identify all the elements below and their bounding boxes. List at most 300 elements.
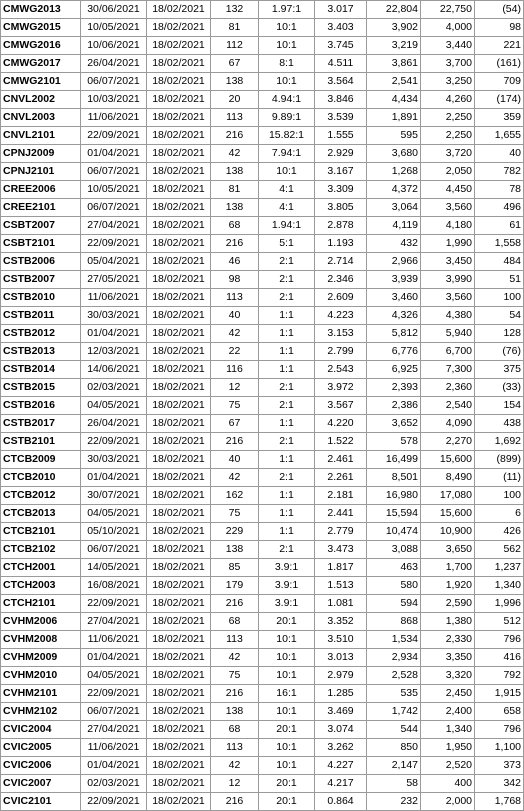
table-row [1, 1, 524, 19]
cell-maturity-date: 30/07/2021 [81, 487, 147, 505]
cell-col8: 2,400 [421, 703, 475, 721]
cell-maturity-date: 01/04/2021 [81, 757, 147, 775]
table-row [1, 433, 524, 451]
cell-col6: 4.227 [315, 757, 367, 775]
cell-trade-date: 18/02/2021 [147, 343, 211, 361]
cell-maturity-date: 02/03/2021 [81, 379, 147, 397]
cell-trade-date: 18/02/2021 [147, 19, 211, 37]
cell-conversion-ratio: 1.94:1 [259, 217, 315, 235]
cell-col7: 4,372 [367, 181, 421, 199]
cell-days-remaining: 85 [211, 559, 259, 577]
table-row [1, 199, 524, 217]
cell-col7: 3,460 [367, 289, 421, 307]
cell-trade-date: 18/02/2021 [147, 37, 211, 55]
cell-days-remaining: 216 [211, 793, 259, 811]
table-row [1, 289, 524, 307]
cell-days-remaining: 20 [211, 91, 259, 109]
cell-maturity-date: 11/06/2021 [81, 109, 147, 127]
cell-col6: 2.461 [315, 451, 367, 469]
cell-col7: 6,776 [367, 343, 421, 361]
cell-maturity-date: 27/05/2021 [81, 271, 147, 289]
table-row [1, 721, 524, 739]
cell-col6: 2.929 [315, 145, 367, 163]
cell-col9: (161) [475, 55, 524, 73]
table-row [1, 631, 524, 649]
cell-conversion-ratio: 7.94:1 [259, 145, 315, 163]
cell-days-remaining: 138 [211, 199, 259, 217]
cell-col6: 1.522 [315, 433, 367, 451]
cell-col6: 3.473 [315, 541, 367, 559]
cell-col6: 3.510 [315, 631, 367, 649]
table-row [1, 739, 524, 757]
cell-col9: 496 [475, 199, 524, 217]
table-row [1, 271, 524, 289]
cell-days-remaining: 216 [211, 127, 259, 145]
cell-code: CSTB2006 [1, 253, 81, 271]
cell-conversion-ratio: 10:1 [259, 757, 315, 775]
cell-code: CVHM2009 [1, 649, 81, 667]
table-row [1, 613, 524, 631]
cell-col8: 5,940 [421, 325, 475, 343]
cell-code: CTCB2012 [1, 487, 81, 505]
cell-maturity-date: 04/05/2021 [81, 397, 147, 415]
cell-conversion-ratio: 1:1 [259, 451, 315, 469]
cell-maturity-date: 22/09/2021 [81, 235, 147, 253]
cell-days-remaining: 75 [211, 667, 259, 685]
cell-col7: 8,501 [367, 469, 421, 487]
cell-days-remaining: 162 [211, 487, 259, 505]
cell-col9: 416 [475, 649, 524, 667]
cell-maturity-date: 06/07/2021 [81, 541, 147, 559]
cell-col8: 3,990 [421, 271, 475, 289]
table-row [1, 505, 524, 523]
cell-trade-date: 18/02/2021 [147, 289, 211, 307]
cell-trade-date: 18/02/2021 [147, 577, 211, 595]
cell-code: CVIC2006 [1, 757, 81, 775]
cell-conversion-ratio: 2:1 [259, 379, 315, 397]
cell-col6: 1.285 [315, 685, 367, 703]
cell-trade-date: 18/02/2021 [147, 631, 211, 649]
cell-conversion-ratio: 20:1 [259, 721, 315, 739]
cell-col9: 128 [475, 325, 524, 343]
table-row [1, 253, 524, 271]
cell-conversion-ratio: 20:1 [259, 793, 315, 811]
cell-conversion-ratio: 1:1 [259, 523, 315, 541]
table-row [1, 793, 524, 811]
cell-col8: 3,350 [421, 649, 475, 667]
cell-code: CTCB2013 [1, 505, 81, 523]
cell-maturity-date: 22/09/2021 [81, 127, 147, 145]
cell-col7: 58 [367, 775, 421, 793]
cell-code: CTCB2101 [1, 523, 81, 541]
cell-conversion-ratio: 2:1 [259, 253, 315, 271]
cell-col9: 54 [475, 307, 524, 325]
cell-col9: 1,340 [475, 577, 524, 595]
cell-days-remaining: 68 [211, 613, 259, 631]
cell-col8: 3,720 [421, 145, 475, 163]
cell-conversion-ratio: 3.9:1 [259, 577, 315, 595]
cell-trade-date: 18/02/2021 [147, 379, 211, 397]
cell-code: CREE2101 [1, 199, 81, 217]
cell-days-remaining: 216 [211, 433, 259, 451]
cell-col8: 7,300 [421, 361, 475, 379]
cell-trade-date: 18/02/2021 [147, 451, 211, 469]
cell-col7: 3,861 [367, 55, 421, 73]
cell-code: CPNJ2101 [1, 163, 81, 181]
cell-conversion-ratio: 4:1 [259, 199, 315, 217]
cell-trade-date: 18/02/2021 [147, 505, 211, 523]
cell-col8: 1,990 [421, 235, 475, 253]
cell-code: CTCB2009 [1, 451, 81, 469]
cell-col6: 2.181 [315, 487, 367, 505]
table-row [1, 685, 524, 703]
cell-col9: 1,558 [475, 235, 524, 253]
table-row [1, 541, 524, 559]
cell-code: CTCH2101 [1, 595, 81, 613]
cell-col8: 4,090 [421, 415, 475, 433]
cell-col8: 1,380 [421, 613, 475, 631]
cell-col9: (11) [475, 469, 524, 487]
cell-col6: 1.081 [315, 595, 367, 613]
table-row [1, 595, 524, 613]
cell-code: CMWG2101 [1, 73, 81, 91]
cell-col9: 512 [475, 613, 524, 631]
table-row [1, 451, 524, 469]
cell-days-remaining: 138 [211, 73, 259, 91]
cell-days-remaining: 216 [211, 685, 259, 703]
cell-maturity-date: 26/04/2021 [81, 55, 147, 73]
table-row [1, 325, 524, 343]
cell-maturity-date: 04/05/2021 [81, 505, 147, 523]
cell-col9: 100 [475, 289, 524, 307]
cell-col9: 1,996 [475, 595, 524, 613]
cell-code: CSTB2016 [1, 397, 81, 415]
cell-conversion-ratio: 3.9:1 [259, 595, 315, 613]
cell-code: CVHM2006 [1, 613, 81, 631]
table-row [1, 667, 524, 685]
cell-col9: 221 [475, 37, 524, 55]
cell-code: CMWG2015 [1, 19, 81, 37]
cell-col6: 1.513 [315, 577, 367, 595]
table-row [1, 55, 524, 73]
cell-col9: 373 [475, 757, 524, 775]
table-row [1, 307, 524, 325]
cell-maturity-date: 10/03/2021 [81, 91, 147, 109]
cell-days-remaining: 75 [211, 397, 259, 415]
cell-maturity-date: 06/07/2021 [81, 703, 147, 721]
cell-trade-date: 18/02/2021 [147, 541, 211, 559]
cell-maturity-date: 06/07/2021 [81, 163, 147, 181]
cell-col9: 6 [475, 505, 524, 523]
cell-col7: 2,393 [367, 379, 421, 397]
cell-col6: 3.167 [315, 163, 367, 181]
cell-col8: 2,520 [421, 757, 475, 775]
cell-col6: 3.972 [315, 379, 367, 397]
table-row [1, 703, 524, 721]
cell-trade-date: 18/02/2021 [147, 91, 211, 109]
cell-col6: 3.564 [315, 73, 367, 91]
cell-col9: 1,915 [475, 685, 524, 703]
cell-days-remaining: 81 [211, 181, 259, 199]
cell-days-remaining: 12 [211, 775, 259, 793]
cell-conversion-ratio: 2:1 [259, 271, 315, 289]
cell-col9: 658 [475, 703, 524, 721]
cell-conversion-ratio: 2:1 [259, 397, 315, 415]
cell-maturity-date: 16/08/2021 [81, 577, 147, 595]
cell-code: CNVL2002 [1, 91, 81, 109]
cell-days-remaining: 113 [211, 109, 259, 127]
cell-trade-date: 18/02/2021 [147, 127, 211, 145]
cell-conversion-ratio: 10:1 [259, 631, 315, 649]
cell-col7: 3,652 [367, 415, 421, 433]
cell-col7: 463 [367, 559, 421, 577]
cell-col6: 0.864 [315, 793, 367, 811]
cell-maturity-date: 30/03/2021 [81, 451, 147, 469]
cell-col7: 595 [367, 127, 421, 145]
cell-col6: 2.261 [315, 469, 367, 487]
cell-col9: 100 [475, 487, 524, 505]
cell-col8: 17,080 [421, 487, 475, 505]
cell-trade-date: 18/02/2021 [147, 721, 211, 739]
cell-conversion-ratio: 20:1 [259, 775, 315, 793]
cell-col7: 22,804 [367, 1, 421, 19]
cell-trade-date: 18/02/2021 [147, 649, 211, 667]
cell-col7: 16,980 [367, 487, 421, 505]
cell-conversion-ratio: 10:1 [259, 163, 315, 181]
cell-code: CSTB2011 [1, 307, 81, 325]
table-row [1, 469, 524, 487]
cell-col9: 1,692 [475, 433, 524, 451]
cell-trade-date: 18/02/2021 [147, 703, 211, 721]
cell-maturity-date: 02/03/2021 [81, 775, 147, 793]
cell-days-remaining: 98 [211, 271, 259, 289]
cell-col6: 3.567 [315, 397, 367, 415]
cell-trade-date: 18/02/2021 [147, 595, 211, 613]
cell-trade-date: 18/02/2021 [147, 235, 211, 253]
cell-col9: 78 [475, 181, 524, 199]
cell-col8: 2,450 [421, 685, 475, 703]
cell-col8: 3,560 [421, 199, 475, 217]
cell-col7: 2,528 [367, 667, 421, 685]
cell-code: CSTB2007 [1, 271, 81, 289]
cell-maturity-date: 22/09/2021 [81, 793, 147, 811]
cell-code: CSBT2101 [1, 235, 81, 253]
cell-trade-date: 18/02/2021 [147, 73, 211, 91]
cell-col7: 3,939 [367, 271, 421, 289]
cell-code: CTCB2010 [1, 469, 81, 487]
cell-conversion-ratio: 2:1 [259, 433, 315, 451]
cell-code: CVHM2010 [1, 667, 81, 685]
cell-col8: 3,450 [421, 253, 475, 271]
table-row [1, 523, 524, 541]
cell-days-remaining: 179 [211, 577, 259, 595]
cell-col7: 4,326 [367, 307, 421, 325]
cell-conversion-ratio: 1:1 [259, 361, 315, 379]
cell-trade-date: 18/02/2021 [147, 199, 211, 217]
cell-code: CNVL2101 [1, 127, 81, 145]
cell-col9: 709 [475, 73, 524, 91]
cell-code: CPNJ2009 [1, 145, 81, 163]
cell-col6: 2.609 [315, 289, 367, 307]
cell-col7: 3,902 [367, 19, 421, 37]
cell-col9: 51 [475, 271, 524, 289]
cell-col8: 4,260 [421, 91, 475, 109]
cell-trade-date: 18/02/2021 [147, 271, 211, 289]
cell-col6: 3.469 [315, 703, 367, 721]
cell-col7: 1,268 [367, 163, 421, 181]
cell-col6: 2.779 [315, 523, 367, 541]
cell-code: CVIC2004 [1, 721, 81, 739]
cell-col6: 4.217 [315, 775, 367, 793]
cell-code: CVHM2008 [1, 631, 81, 649]
cell-col9: 796 [475, 631, 524, 649]
cell-maturity-date: 06/07/2021 [81, 73, 147, 91]
cell-trade-date: 18/02/2021 [147, 145, 211, 163]
cell-trade-date: 18/02/2021 [147, 523, 211, 541]
cell-conversion-ratio: 3.9:1 [259, 559, 315, 577]
cell-col6: 1.193 [315, 235, 367, 253]
cell-col7: 594 [367, 595, 421, 613]
cell-days-remaining: 113 [211, 739, 259, 757]
cell-days-remaining: 42 [211, 469, 259, 487]
cell-col6: 3.539 [315, 109, 367, 127]
cell-code: CMWG2013 [1, 1, 81, 19]
cell-col6: 1.555 [315, 127, 367, 145]
cell-code: CVHM2101 [1, 685, 81, 703]
cell-code: CVHM2102 [1, 703, 81, 721]
table-row [1, 379, 524, 397]
cell-conversion-ratio: 2:1 [259, 541, 315, 559]
cell-col7: 2,147 [367, 757, 421, 775]
cell-col6: 3.262 [315, 739, 367, 757]
cell-col8: 2,250 [421, 127, 475, 145]
cell-col6: 2.878 [315, 217, 367, 235]
cell-col7: 6,925 [367, 361, 421, 379]
cell-trade-date: 18/02/2021 [147, 163, 211, 181]
cell-days-remaining: 229 [211, 523, 259, 541]
cell-days-remaining: 113 [211, 289, 259, 307]
cell-col7: 232 [367, 793, 421, 811]
cell-col7: 10,474 [367, 523, 421, 541]
cell-col9: 1,237 [475, 559, 524, 577]
cell-days-remaining: 40 [211, 451, 259, 469]
cell-col8: 2,590 [421, 595, 475, 613]
cell-maturity-date: 04/05/2021 [81, 667, 147, 685]
cell-trade-date: 18/02/2021 [147, 667, 211, 685]
cell-code: CSTB2101 [1, 433, 81, 451]
cell-maturity-date: 05/04/2021 [81, 253, 147, 271]
cell-trade-date: 18/02/2021 [147, 685, 211, 703]
cell-code: CMWG2016 [1, 37, 81, 55]
table-row [1, 127, 524, 145]
cell-code: CSTB2013 [1, 343, 81, 361]
cell-col6: 1.817 [315, 559, 367, 577]
cell-conversion-ratio: 10:1 [259, 739, 315, 757]
cell-days-remaining: 138 [211, 541, 259, 559]
cell-col9: (33) [475, 379, 524, 397]
cell-maturity-date: 01/04/2021 [81, 145, 147, 163]
cell-col9: 375 [475, 361, 524, 379]
cell-col9: 40 [475, 145, 524, 163]
cell-days-remaining: 75 [211, 505, 259, 523]
cell-col6: 3.352 [315, 613, 367, 631]
cell-col9: 1,100 [475, 739, 524, 757]
cell-trade-date: 18/02/2021 [147, 1, 211, 19]
cell-col8: 8,490 [421, 469, 475, 487]
cell-maturity-date: 27/04/2021 [81, 217, 147, 235]
cell-maturity-date: 01/04/2021 [81, 649, 147, 667]
cell-col6: 3.846 [315, 91, 367, 109]
cell-code: CSTB2014 [1, 361, 81, 379]
cell-days-remaining: 42 [211, 649, 259, 667]
cell-maturity-date: 01/04/2021 [81, 325, 147, 343]
cell-col9: 359 [475, 109, 524, 127]
cell-days-remaining: 42 [211, 325, 259, 343]
cell-col6: 2.799 [315, 343, 367, 361]
cell-col6: 3.309 [315, 181, 367, 199]
cell-col6: 2.346 [315, 271, 367, 289]
cell-col8: 1,950 [421, 739, 475, 757]
cell-maturity-date: 10/05/2021 [81, 181, 147, 199]
cell-maturity-date: 22/09/2021 [81, 595, 147, 613]
cell-col6: 4.511 [315, 55, 367, 73]
cell-conversion-ratio: 1:1 [259, 415, 315, 433]
cell-trade-date: 18/02/2021 [147, 739, 211, 757]
table-row [1, 163, 524, 181]
cell-col9: 342 [475, 775, 524, 793]
cell-col9: (174) [475, 91, 524, 109]
cell-col8: 2,360 [421, 379, 475, 397]
cell-col7: 5,812 [367, 325, 421, 343]
cell-code: CTCH2001 [1, 559, 81, 577]
cell-code: CSTB2017 [1, 415, 81, 433]
cell-maturity-date: 06/07/2021 [81, 199, 147, 217]
cell-col8: 2,000 [421, 793, 475, 811]
cell-col7: 432 [367, 235, 421, 253]
cell-conversion-ratio: 10:1 [259, 37, 315, 55]
cell-col7: 544 [367, 721, 421, 739]
cell-days-remaining: 67 [211, 55, 259, 73]
cell-trade-date: 18/02/2021 [147, 775, 211, 793]
cell-trade-date: 18/02/2021 [147, 181, 211, 199]
cell-trade-date: 18/02/2021 [147, 793, 211, 811]
cell-col7: 1,742 [367, 703, 421, 721]
cell-maturity-date: 14/05/2021 [81, 559, 147, 577]
cell-col6: 3.805 [315, 199, 367, 217]
cell-conversion-ratio: 4.94:1 [259, 91, 315, 109]
cell-conversion-ratio: 1:1 [259, 343, 315, 361]
cell-code: CREE2006 [1, 181, 81, 199]
cell-col8: 15,600 [421, 451, 475, 469]
cell-col7: 2,386 [367, 397, 421, 415]
cell-days-remaining: 67 [211, 415, 259, 433]
cell-conversion-ratio: 10:1 [259, 667, 315, 685]
cell-code: CSTB2015 [1, 379, 81, 397]
cell-code: CNVL2003 [1, 109, 81, 127]
cell-days-remaining: 68 [211, 721, 259, 739]
cell-maturity-date: 14/06/2021 [81, 361, 147, 379]
cell-code: CVIC2101 [1, 793, 81, 811]
cell-trade-date: 18/02/2021 [147, 487, 211, 505]
cell-trade-date: 18/02/2021 [147, 109, 211, 127]
cell-col7: 4,434 [367, 91, 421, 109]
cell-col8: 10,900 [421, 523, 475, 541]
table-body [1, 1, 524, 811]
cell-col6: 2.979 [315, 667, 367, 685]
cell-trade-date: 18/02/2021 [147, 397, 211, 415]
cell-days-remaining: 138 [211, 163, 259, 181]
cell-col8: 1,340 [421, 721, 475, 739]
